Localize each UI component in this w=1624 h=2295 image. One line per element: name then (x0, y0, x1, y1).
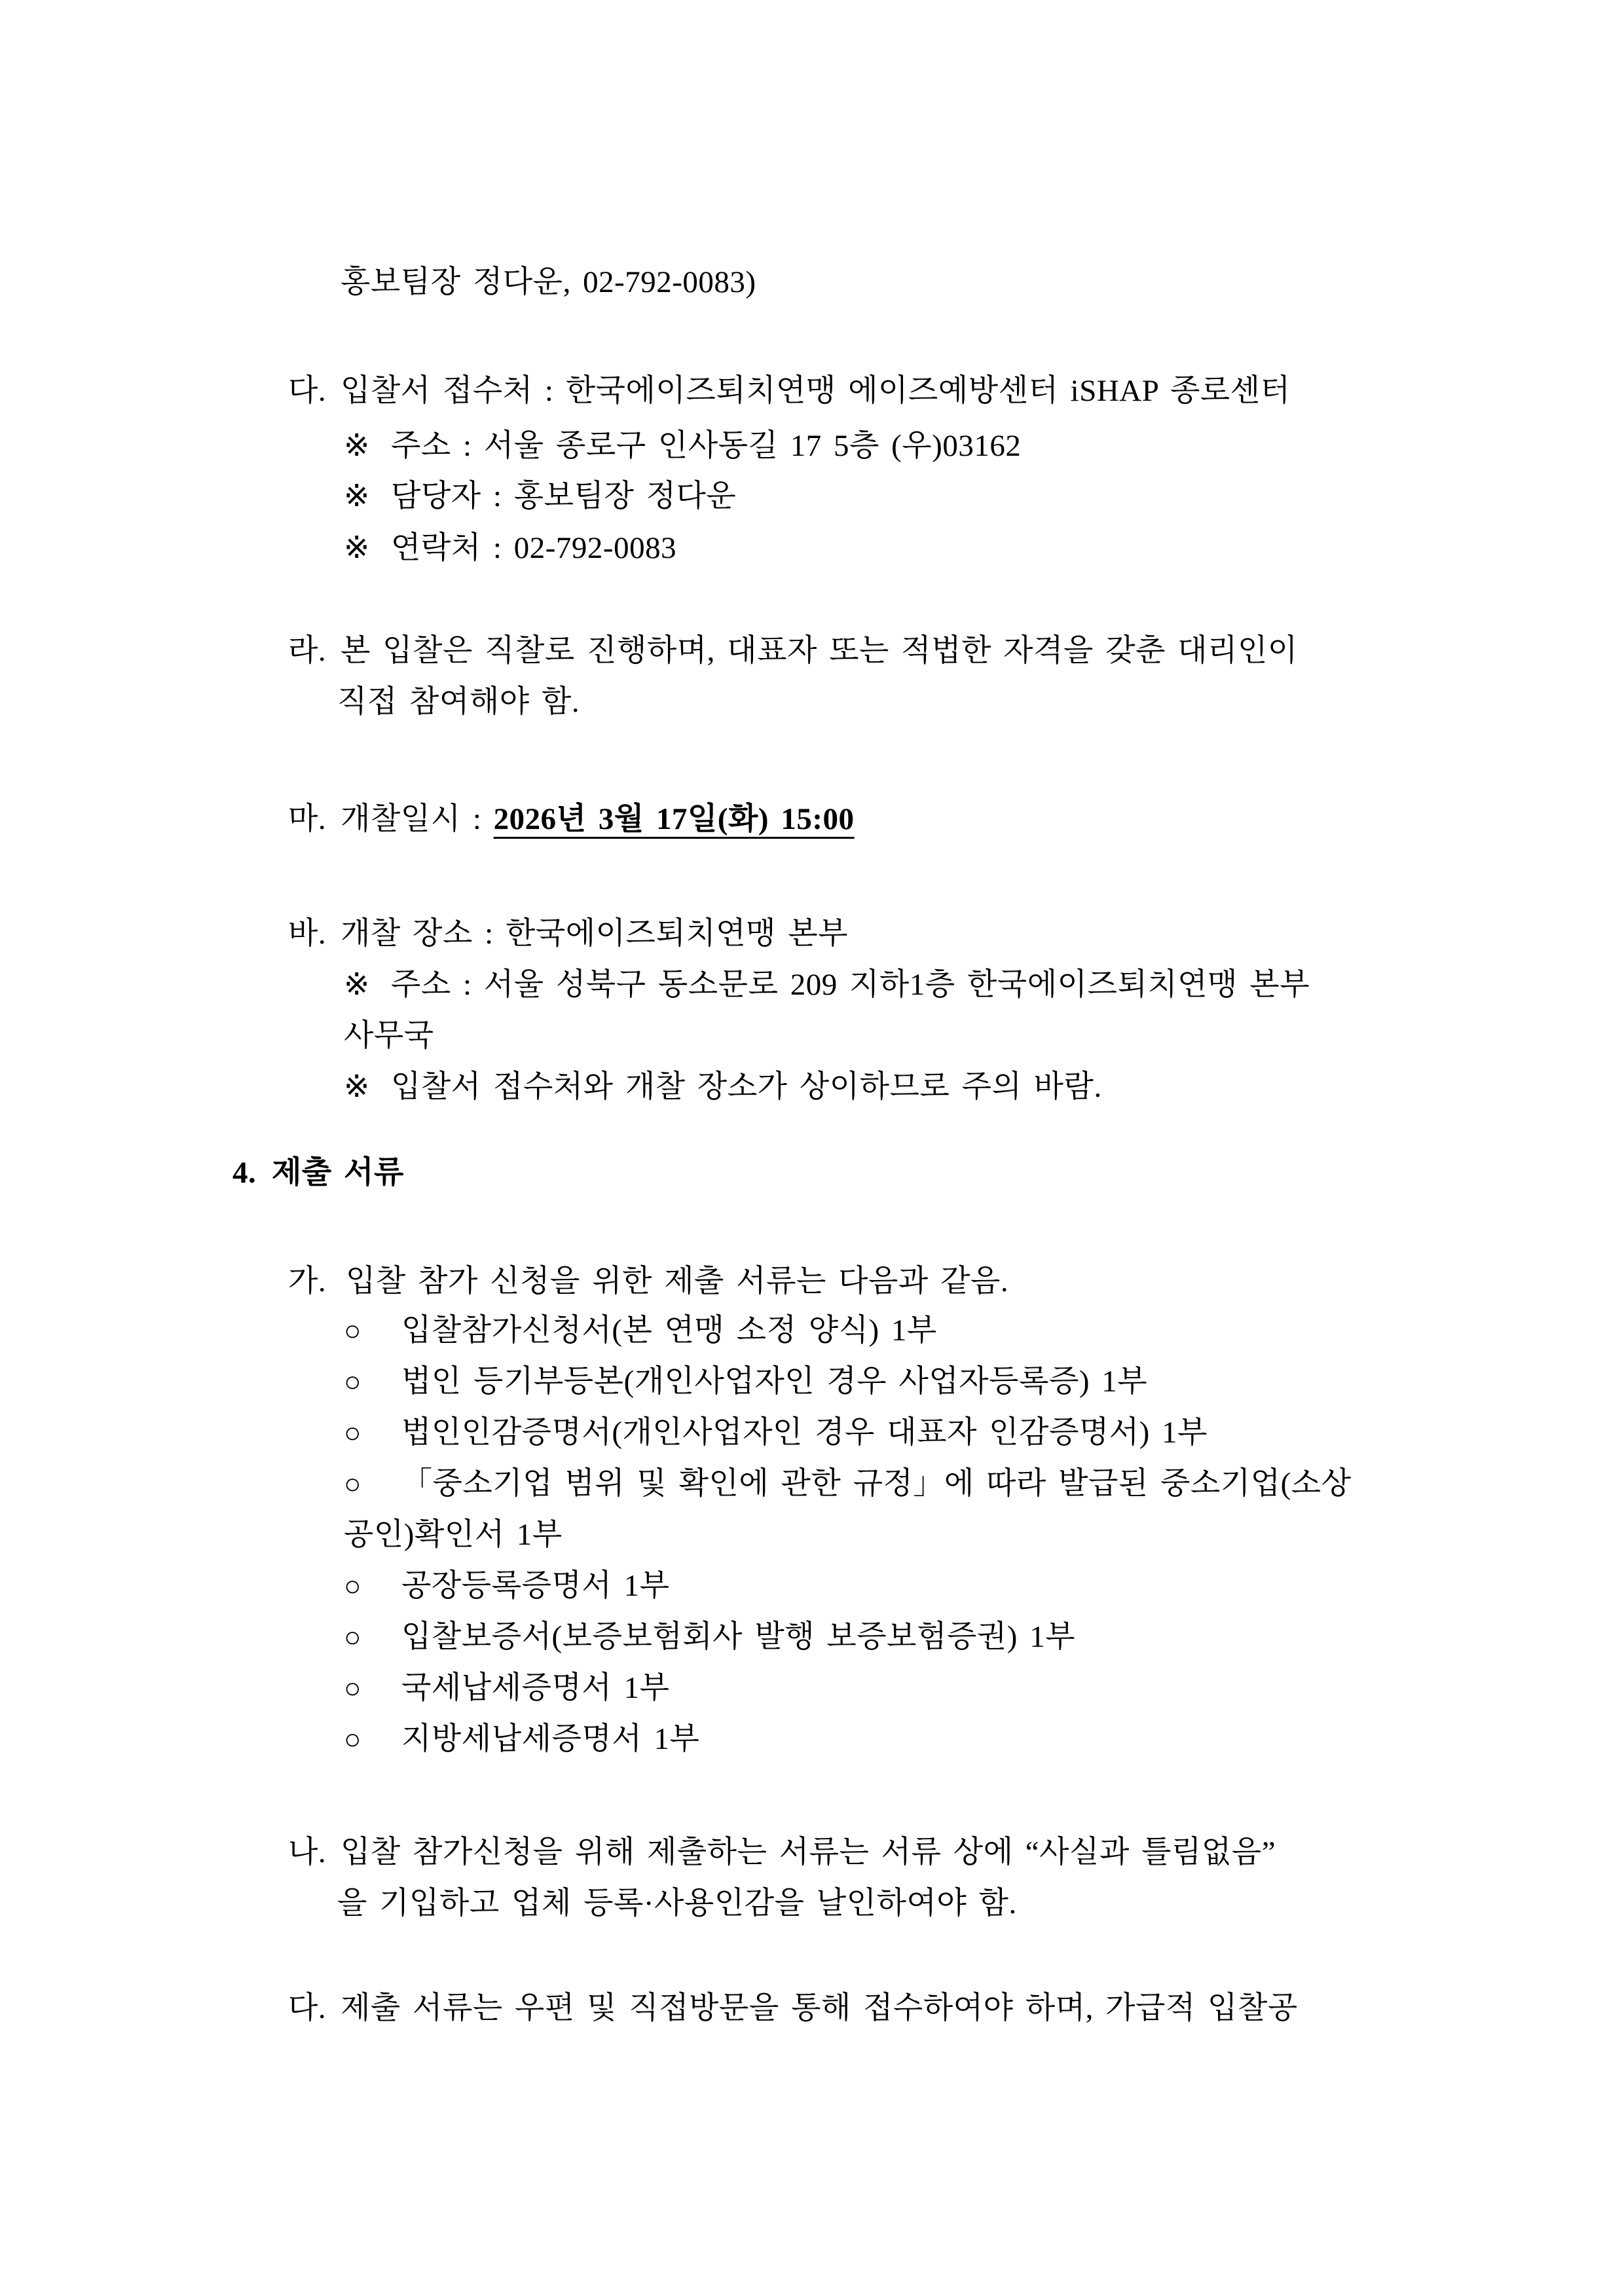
item-ga-text: 입찰 참가 신청을 위한 제출 서류는 다음과 같음. (346, 1264, 1009, 1298)
item-da2-line (288, 1988, 1298, 2029)
item-ga-line (288, 1261, 1008, 1302)
bullet-item-factory-cert (344, 1566, 669, 1607)
section4-number: 4. (232, 1156, 257, 1190)
carryover-contact-line (341, 262, 756, 303)
item-ga-label: 가. (288, 1264, 327, 1298)
circle-bullet-icon: ○ (344, 1315, 362, 1347)
item-ba-note2 (344, 1067, 1102, 1107)
bullet-item-registry (344, 1361, 1147, 1403)
circle-bullet-icon: ○ (344, 1723, 362, 1755)
item-da-line (288, 371, 1290, 411)
item-na-label: 나. (288, 1835, 327, 1869)
item-da-text: 입찰서 접수처 : 한국에이즈퇴치연맹 에이즈예방센터 iSHAP 종로센터 (341, 374, 1291, 408)
bullet-item-national-tax (344, 1668, 669, 1709)
item-ba-note1-line2-text: 사무국 (344, 1019, 434, 1053)
item-na-line1 (288, 1832, 1276, 1873)
reference-mark-icon: ※ (344, 1070, 370, 1104)
item-ba-label: 바. (288, 917, 327, 951)
bullet-item-seal-cert-text: 법인인감증명서(개인사업자인 경우 대표자 인감증명서) 1부 (401, 1416, 1208, 1450)
bullet-item-local-tax-text: 지방세납세증명서 1부 (401, 1722, 700, 1756)
item-ba-note1-line1 (344, 964, 1310, 1005)
item-ra-line1 (288, 631, 1298, 671)
bullet-item-local-tax (344, 1719, 699, 1760)
item-da-note-manager (344, 476, 736, 517)
item-da2-label: 다. (288, 1991, 327, 2025)
circle-bullet-icon: ○ (344, 1621, 362, 1653)
item-na-line1-text: 입찰 참가신청을 위해 제출하는 서류는 서류 상에 “사실과 틀림없음” (341, 1835, 1276, 1869)
circle-bullet-icon: ○ (344, 1417, 362, 1449)
bid-opening-datetime: 2026년 3월 17일(화) 15:00 (493, 802, 855, 836)
bullet-item-national-tax-text: 국세납세증명서 1부 (401, 1671, 670, 1705)
item-ba-note1-line1-text: 주소 : 서울 성북구 동소문로 209 지하1층 한국에이즈퇴치연맹 본부 (391, 968, 1310, 1002)
bullet-item-sme-confirmation-line1-text: 「중소기업 범위 및 확인에 관한 규정」에 따라 발급된 중소기업(소상 (401, 1467, 1352, 1501)
circle-bullet-icon: ○ (344, 1672, 362, 1704)
item-ra-line2-text: 직접 참여해야 함. (337, 685, 580, 719)
circle-bullet-icon: ○ (344, 1468, 362, 1500)
item-ba-note2-text: 입찰서 접수처와 개찰 장소가 상이하므로 주의 바람. (391, 1070, 1102, 1104)
circle-bullet-icon: ○ (344, 1366, 362, 1398)
item-ra-line2 (337, 682, 580, 722)
bullet-item-seal-cert (344, 1412, 1208, 1454)
item-da-note-manager-text: 담당자 : 홍보팀장 정다운 (391, 479, 737, 513)
bullet-item-application (344, 1310, 937, 1351)
carryover-contact-text: 홍보팀장 정다운, 02-792-0083) (341, 265, 756, 299)
item-da-note-phone (344, 528, 676, 568)
item-ma-label: 마. (288, 802, 327, 836)
item-ma-line (288, 799, 854, 839)
item-ra-label: 라. (288, 634, 327, 668)
item-da2-text: 제출 서류는 우편 및 직접방문을 통해 접수하여야 하며, 가급적 입찰공 (341, 1991, 1298, 2025)
item-na-line2-text: 을 기입하고 업체 등록·사용인감을 날인하여야 함. (337, 1886, 1017, 1920)
bullet-item-factory-cert-text: 공장등록증명서 1부 (401, 1569, 670, 1603)
bullet-item-sme-confirmation-line2-text: 공인)확인서 1부 (344, 1518, 563, 1552)
item-ba-note1-line2 (344, 1016, 434, 1056)
item-da-note-phone-text: 연락처 : 02-792-0083 (391, 531, 677, 565)
reference-mark-icon: ※ (344, 429, 370, 463)
reference-mark-icon: ※ (344, 531, 370, 565)
item-da-note-address (344, 426, 1021, 466)
circle-bullet-icon: ○ (344, 1570, 362, 1602)
item-da-label: 다. (288, 374, 327, 408)
section4-heading (232, 1152, 404, 1193)
reference-mark-icon: ※ (344, 479, 370, 513)
reference-mark-icon: ※ (344, 968, 370, 1002)
bullet-item-application-text: 입찰참가신청서(본 연맹 소정 양식) 1부 (401, 1313, 937, 1348)
item-ba-line (288, 913, 848, 954)
bullet-item-sme-confirmation-line2 (344, 1515, 563, 1555)
bullet-item-sme-confirmation-line1 (344, 1463, 1352, 1505)
item-ma-prefix: 개찰일시 : (341, 802, 494, 836)
item-da-note-address-text: 주소 : 서울 종로구 인사동길 17 5층 (우)03162 (391, 429, 1022, 463)
bullet-item-bid-bond (344, 1617, 1075, 1658)
section4-title: 제출 서류 (272, 1156, 404, 1190)
bullet-item-bid-bond-text: 입찰보증서(보증보험회사 발행 보증보험증권) 1부 (401, 1620, 1076, 1654)
item-na-line2 (337, 1883, 1017, 1924)
item-ra-line1-text: 본 입찰은 직찰로 진행하며, 대표자 또는 적법한 자격을 갖춘 대리인이 (341, 634, 1298, 668)
bullet-item-registry-text: 법인 등기부등본(개인사업자인 경우 사업자등록증) 1부 (401, 1365, 1148, 1399)
item-ba-text: 개찰 장소 : 한국에이즈퇴치연맹 본부 (341, 917, 849, 951)
